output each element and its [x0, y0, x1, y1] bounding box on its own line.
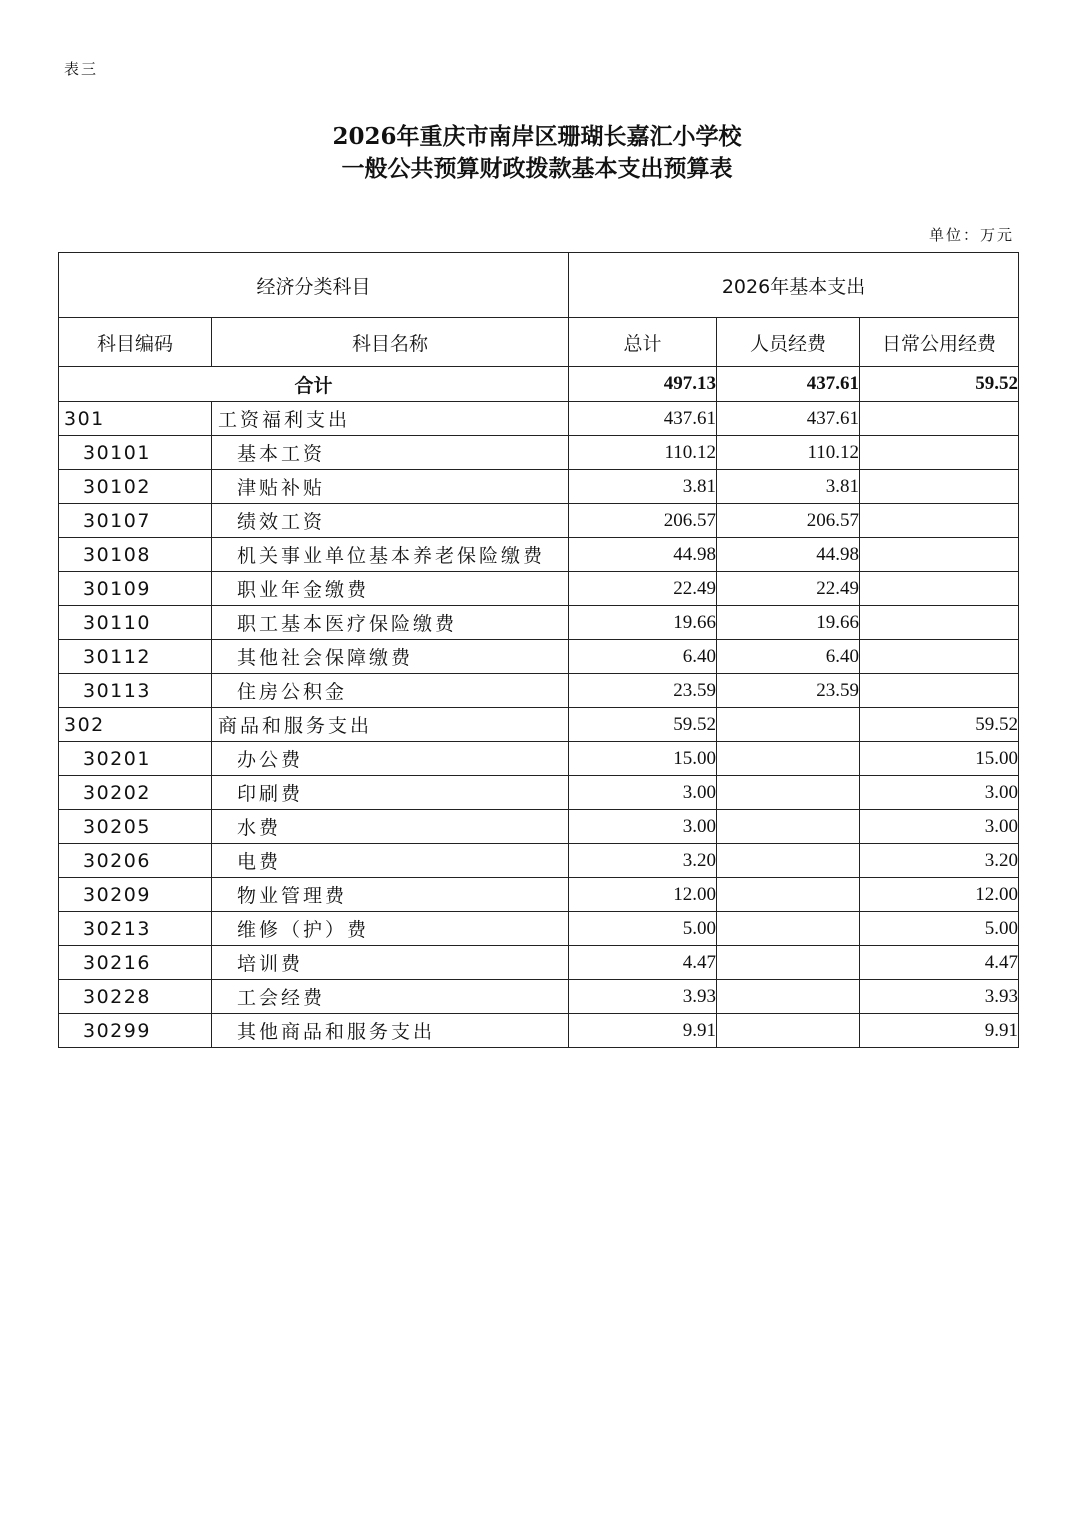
row-name: 电费 — [212, 844, 569, 878]
table-row — [59, 708, 1019, 742]
row-personnel — [717, 946, 860, 980]
row-total: 5.00 — [569, 912, 717, 946]
header-name: 科目名称 — [212, 318, 569, 367]
row-name: 其他社会保障缴费 — [212, 640, 569, 674]
row-code: 30205 — [59, 810, 212, 844]
row-total: 19.66 — [569, 606, 717, 640]
row-total: 110.12 — [569, 436, 717, 470]
row-name: 维修（护）费 — [212, 912, 569, 946]
row-total: 3.81 — [569, 470, 717, 504]
row-total: 437.61 — [569, 402, 717, 436]
row-total: 4.47 — [569, 946, 717, 980]
row-code: 30228 — [59, 980, 212, 1014]
row-code: 302 — [59, 708, 212, 742]
document-title-line-1: 2026年重庆市南岸区珊瑚长嘉汇小学校 — [332, 123, 742, 150]
row-code: 30101 — [59, 436, 212, 470]
row-total: 3.00 — [569, 776, 717, 810]
row-name: 绩效工资 — [212, 504, 569, 538]
row-personnel: 19.66 — [717, 606, 860, 640]
row-name: 津贴补贴 — [212, 470, 569, 504]
row-total: 23.59 — [569, 674, 717, 708]
table-row — [59, 912, 1019, 946]
row-public: 3.20 — [860, 844, 1019, 878]
row-personnel: 110.12 — [717, 436, 860, 470]
row-personnel: 23.59 — [717, 674, 860, 708]
row-code: 30107 — [59, 504, 212, 538]
header-public: 日常公用经费 — [860, 318, 1019, 367]
table-row — [59, 878, 1019, 912]
row-name: 水费 — [212, 810, 569, 844]
row-code: 30213 — [59, 912, 212, 946]
row-public — [860, 470, 1019, 504]
row-public — [860, 402, 1019, 436]
row-name: 工资福利支出 — [212, 402, 569, 436]
row-total: 44.98 — [569, 538, 717, 572]
table-row — [59, 470, 1019, 504]
row-name: 物业管理费 — [212, 878, 569, 912]
total-row — [59, 367, 1019, 402]
row-personnel — [717, 912, 860, 946]
row-personnel — [717, 980, 860, 1014]
row-code: 30299 — [59, 1014, 212, 1048]
header-basic-expenditure: 2026年基本支出 — [569, 253, 1019, 318]
row-public — [860, 572, 1019, 606]
budget-table — [58, 252, 1019, 1048]
row-total: 3.00 — [569, 810, 717, 844]
row-name: 基本工资 — [212, 436, 569, 470]
page-label: 表三 — [64, 60, 99, 78]
row-personnel: 6.40 — [717, 640, 860, 674]
total-public: 59.52 — [860, 367, 1019, 402]
row-code: 30113 — [59, 674, 212, 708]
row-code: 30112 — [59, 640, 212, 674]
row-public: 59.52 — [860, 708, 1019, 742]
row-code: 30109 — [59, 572, 212, 606]
row-public: 5.00 — [860, 912, 1019, 946]
row-code: 30216 — [59, 946, 212, 980]
row-name: 工会经费 — [212, 980, 569, 1014]
row-public: 3.00 — [860, 776, 1019, 810]
table-row — [59, 640, 1019, 674]
row-personnel: 437.61 — [717, 402, 860, 436]
row-name: 商品和服务支出 — [212, 708, 569, 742]
row-total: 9.91 — [569, 1014, 717, 1048]
row-public — [860, 436, 1019, 470]
row-personnel — [717, 1014, 860, 1048]
table-row — [59, 742, 1019, 776]
row-name: 办公费 — [212, 742, 569, 776]
row-total: 59.52 — [569, 708, 717, 742]
row-public: 3.93 — [860, 980, 1019, 1014]
row-personnel — [717, 776, 860, 810]
row-public: 3.00 — [860, 810, 1019, 844]
row-name: 职业年金缴费 — [212, 572, 569, 606]
row-personnel: 22.49 — [717, 572, 860, 606]
row-public: 15.00 — [860, 742, 1019, 776]
table-row — [59, 980, 1019, 1014]
document-title-line-2: 一般公共预算财政拨款基本支出预算表 — [341, 155, 733, 182]
header-code: 科目编码 — [59, 318, 212, 367]
table-row — [59, 844, 1019, 878]
row-public: 4.47 — [860, 946, 1019, 980]
total-amount: 497.13 — [569, 367, 717, 402]
row-code: 30202 — [59, 776, 212, 810]
row-code: 30110 — [59, 606, 212, 640]
row-total: 3.20 — [569, 844, 717, 878]
header-total: 总计 — [569, 318, 717, 367]
row-total: 6.40 — [569, 640, 717, 674]
row-total: 22.49 — [569, 572, 717, 606]
row-code: 30206 — [59, 844, 212, 878]
row-public — [860, 674, 1019, 708]
row-personnel: 44.98 — [717, 538, 860, 572]
row-personnel — [717, 844, 860, 878]
table-row — [59, 538, 1019, 572]
row-code: 30201 — [59, 742, 212, 776]
row-code: 301 — [59, 402, 212, 436]
table-row — [59, 402, 1019, 436]
row-total: 15.00 — [569, 742, 717, 776]
table-row — [59, 810, 1019, 844]
row-public: 9.91 — [860, 1014, 1019, 1048]
row-total: 3.93 — [569, 980, 717, 1014]
table-row — [59, 776, 1019, 810]
header-personnel: 人员经费 — [717, 318, 860, 367]
row-personnel — [717, 708, 860, 742]
table-row — [59, 606, 1019, 640]
row-code: 30209 — [59, 878, 212, 912]
unit-label: 单位：万元 — [928, 226, 1014, 244]
row-public — [860, 606, 1019, 640]
row-public: 12.00 — [860, 878, 1019, 912]
total-personnel: 437.61 — [717, 367, 860, 402]
table-row — [59, 946, 1019, 980]
table-row — [59, 436, 1019, 470]
row-public — [860, 640, 1019, 674]
table-row — [59, 1014, 1019, 1048]
row-name: 印刷费 — [212, 776, 569, 810]
table-row — [59, 674, 1019, 708]
row-total: 206.57 — [569, 504, 717, 538]
row-personnel: 206.57 — [717, 504, 860, 538]
row-code: 30102 — [59, 470, 212, 504]
row-public — [860, 504, 1019, 538]
row-name: 住房公积金 — [212, 674, 569, 708]
row-name: 其他商品和服务支出 — [212, 1014, 569, 1048]
row-name: 职工基本医疗保险缴费 — [212, 606, 569, 640]
total-label: 合计 — [59, 367, 569, 402]
row-total: 12.00 — [569, 878, 717, 912]
row-code: 30108 — [59, 538, 212, 572]
table-row — [59, 572, 1019, 606]
row-public — [860, 538, 1019, 572]
row-personnel — [717, 878, 860, 912]
row-personnel — [717, 742, 860, 776]
row-personnel — [717, 810, 860, 844]
table-row — [59, 504, 1019, 538]
header-economic-category: 经济分类科目 — [59, 253, 569, 318]
row-name: 培训费 — [212, 946, 569, 980]
row-personnel: 3.81 — [717, 470, 860, 504]
row-name: 机关事业单位基本养老保险缴费 — [212, 538, 569, 572]
